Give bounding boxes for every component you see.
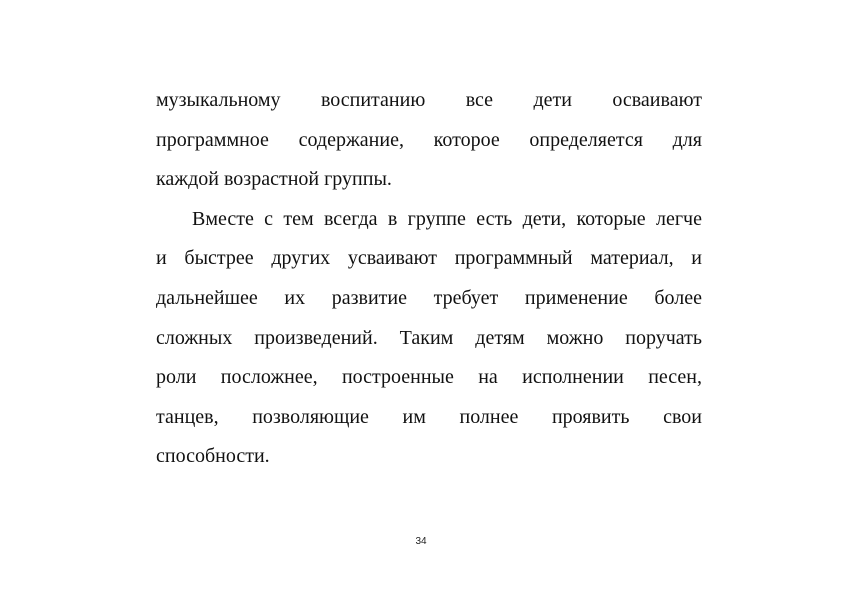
paragraph-1-line-1: музыкальному воспитанию все дети осваивают xyxy=(156,89,702,111)
body-text xyxy=(156,86,702,482)
paragraph-1-line-2: программное содержание, которое определяется для xyxy=(156,128,702,151)
paragraph-2-line-5: роли посложнее, построенные на исполнении песен, xyxy=(156,366,702,389)
paragraph-2-line-6: танцев, позволяющие им полнее проявить свои xyxy=(156,405,702,428)
paragraph-2-line-2: и быстрее других усваивают программный материал, и xyxy=(156,247,702,270)
paragraph-2-line-3: дальнейшее их развитие требует применение более xyxy=(156,286,702,309)
paragraph-2-line-4: сложных произведений. Таким детям можно поручать xyxy=(156,326,702,349)
paragraph-2-line-1: Вместе с тем всегда в группе есть дети, которые легче xyxy=(192,207,702,230)
paragraph-1-line-3: каждой возрастной группы. xyxy=(156,168,392,191)
paragraph-2-line-7: способности. xyxy=(156,445,270,468)
page-number: 34 xyxy=(415,536,427,547)
